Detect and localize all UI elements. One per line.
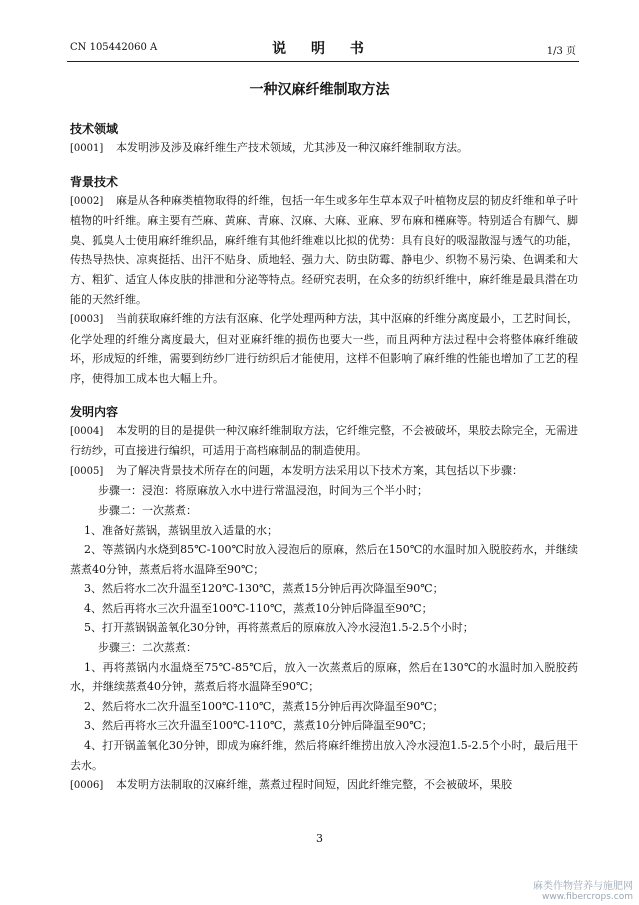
paragraph-number: [0003] bbox=[70, 314, 104, 326]
step-item: 5、打开蒸锅锅盖氧化30分钟，再将蒸煮后的原麻放入冷水浸泡1.5-2.5个小时； bbox=[84, 621, 474, 635]
page-header bbox=[70, 40, 576, 58]
section-heading-tech-field: 技术领域 bbox=[70, 122, 119, 136]
process-steps bbox=[70, 481, 578, 775]
step-item: 3、然后将水二次升温至120℃-130℃，蒸煮15分钟后再次降温至90℃； bbox=[84, 582, 444, 596]
paragraph-text: 为了解决背景技术所存在的问题，本发明方法采用以下技术方案，其包括以下步骤： bbox=[116, 463, 523, 477]
paragraph-text: 本发明涉及涉及麻纤维生产技术领域，尤其涉及一种汉麻纤维制取方法。 bbox=[116, 141, 468, 154]
step-item: 4、然后再将水三次升温至100℃-110℃，蒸煮10分钟后降温至90℃； bbox=[84, 601, 433, 615]
paragraph-0003 bbox=[70, 309, 578, 388]
patent-number: CN 105442060 A bbox=[70, 42, 158, 53]
paragraph-number: [0002] bbox=[70, 195, 104, 207]
step-item: 4、打开锅盖氧化30分钟，即成为麻纤维，然后将麻纤维捞出放入冷水浸泡1.5-2.5个小时，最后甩干去水。 bbox=[70, 739, 578, 772]
step-heading: 步骤二：一次蒸煮： bbox=[98, 503, 197, 517]
page-number: 3 bbox=[316, 832, 323, 845]
step-item: 2、然后将水二次升温至100℃-110℃，蒸煮15分钟后再次降温至90℃； bbox=[84, 699, 444, 713]
step-heading: 步骤三：二次蒸煮： bbox=[98, 641, 197, 655]
document-type: 说 明 书 bbox=[272, 41, 374, 57]
paragraph-0002 bbox=[70, 191, 578, 310]
watermark-url: www.fibercrops.com bbox=[542, 892, 633, 902]
paragraph-number: [0004] bbox=[70, 425, 104, 437]
page-counter: 1/3 页 bbox=[546, 46, 576, 57]
document-title: 一种汉麻纤维制取方法 bbox=[249, 82, 390, 98]
paragraph-0006 bbox=[70, 775, 578, 796]
step-item: 1、再将蒸锅内水温烧至75℃-85℃后，放入一次蒸煮后的原麻，然后在130℃的水温时加入脱胶药水，并继续蒸煮40分钟，蒸煮后将水温降至90℃； bbox=[70, 660, 578, 694]
paragraph-0001 bbox=[70, 138, 578, 159]
paragraph-number: [0006] bbox=[70, 780, 104, 792]
paragraph-text: 本发明方法制取的汉麻纤维，蒸煮过程时间短，因此纤维完整，不会被破坏，果胶 bbox=[116, 778, 512, 792]
watermark-site-name: 麻类作物营养与施肥网 bbox=[533, 881, 633, 892]
paragraph-number: [0005] bbox=[70, 465, 104, 477]
step-heading: 步骤一：浸泡：将原麻放入水中进行常温浸泡，时间为三个半小时； bbox=[98, 484, 428, 498]
paragraph-text: 当前获取麻纤维的方法有沤麻、化学处理两种方法，其中沤麻的纤维分离度最小，工艺时间长，化学处理的纤维分离度最大，但对亚麻纤维的损伤也要大一些，而且两种方法过程中会将整体麻纤维破坏，形成短的纤维，需要到纺纱厂进行纺织后才能使用，这样不但影响了麻纤维的性能也增加了工艺的程序，使得加工成本也大幅上升。 bbox=[70, 312, 578, 385]
section-heading-invention: 发明内容 bbox=[70, 404, 119, 419]
step-item: 3、然后再将水三次升温至100℃-110℃，蒸煮10分钟后降温至90℃； bbox=[84, 719, 433, 733]
step-item: 2、等蒸锅内水烧到85℃-100℃时放入浸泡后的原麻，然后在150℃的水温时加入脱胶药水，并继续蒸煮40分钟，蒸煮后将水温降至90℃； bbox=[70, 543, 578, 576]
document-body bbox=[70, 120, 578, 796]
site-watermark bbox=[533, 881, 633, 903]
step-item: 1、准备好蒸锅，蒸锅里放入适量的水； bbox=[84, 523, 278, 537]
paragraph-0005 bbox=[70, 461, 578, 482]
paragraph-0004 bbox=[70, 421, 578, 461]
paragraph-text: 麻是从各种麻类植物取得的纤维，包括一年生或多年生草本双子叶植物皮层的韧皮纤维和单子叶植物的叶纤维。麻主要有苎麻、黄麻、青麻、汉麻、大麻、亚麻、罗布麻和槿麻等。特别适合有脚气、脚臭、狐臭人士使用麻纤维织品，麻纤维有其他纤维难以比拟的优势：具有良好的吸湿散湿与透气的功能，传热导热快、凉爽挺括、出汗不贴身、质地轻、强力大、防虫防霉、静电少、织物不易污染、色调柔和大方、粗犷、适宜人体皮肤的排泄和分泌等特点。经研究表明，在众多的纺织纤维中，麻纤维是最具潜在功能的天然纤维。 bbox=[70, 193, 578, 306]
section-heading-background: 背景技术 bbox=[70, 174, 119, 189]
header-rule bbox=[67, 61, 579, 62]
paragraph-text: 本发明的目的是提供一种汉麻纤维制取方法，它纤维完整，不会被破坏，果胶去除完全，无需进行纺纱，可直接进行编织，可适用于高档麻制品的制造使用。 bbox=[70, 423, 578, 458]
paragraph-number: [0001] bbox=[70, 143, 104, 154]
